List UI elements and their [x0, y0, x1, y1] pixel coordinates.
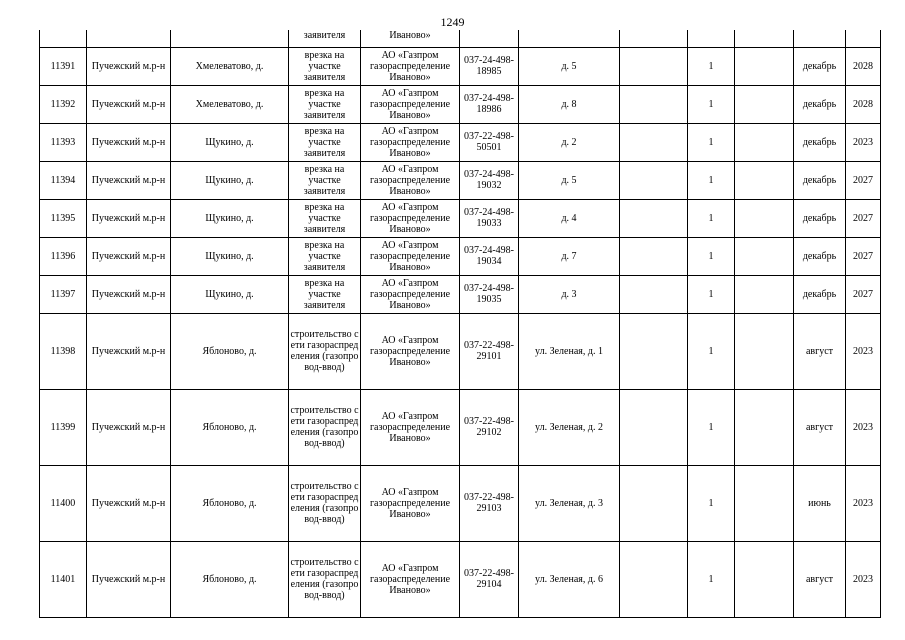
cell-quantity: 1 — [688, 123, 735, 161]
cell-object-code: 037-22-498-50501 — [460, 123, 519, 161]
cell-organization: АО «Газпром газораспределение Иваново» — [361, 275, 460, 313]
table-row — [40, 313, 881, 389]
cell-work-type: строительство сети газораспределения (газопровод-ввод) — [289, 313, 361, 389]
cell-empty — [620, 389, 688, 465]
cell-quantity: 1 — [688, 541, 735, 617]
cell-empty — [87, 30, 171, 47]
cell-work-type: врезка на участке заявителя — [289, 275, 361, 313]
cell-address: д. 2 — [519, 123, 620, 161]
cell-quantity: 1 — [688, 465, 735, 541]
cell-empty — [620, 465, 688, 541]
cell-settlement: Яблоново, д. — [171, 389, 289, 465]
cell-object-code: 037-24-498-19033 — [460, 199, 519, 237]
cell-empty — [620, 30, 688, 47]
cell-year: 2023 — [846, 541, 881, 617]
table-row — [40, 85, 881, 123]
cell-address: д. 7 — [519, 237, 620, 275]
cell-row-number: 11401 — [40, 541, 87, 617]
cell-year: 2028 — [846, 47, 881, 85]
cell-district: Пучежский м.р-н — [87, 275, 171, 313]
cell-object-code: 037-22-498-29104 — [460, 541, 519, 617]
cell-year: 2023 — [846, 123, 881, 161]
cell-empty — [688, 30, 735, 47]
cell-address: д. 3 — [519, 275, 620, 313]
cell-empty — [620, 541, 688, 617]
cell-settlement: Яблоново, д. — [171, 465, 289, 541]
cell-address: д. 5 — [519, 47, 620, 85]
cell-settlement: Щукино, д. — [171, 161, 289, 199]
cell-object-code: 037-24-498-19035 — [460, 275, 519, 313]
table-row — [40, 47, 881, 85]
cell-row-number: 11397 — [40, 275, 87, 313]
cell-month: декабрь — [794, 123, 846, 161]
cell-empty — [794, 30, 846, 47]
cell-object-code: 037-22-498-29102 — [460, 389, 519, 465]
cell-district: Пучежский м.р-н — [87, 313, 171, 389]
table-row — [40, 237, 881, 275]
table-row-continued — [40, 30, 881, 47]
cell-work-type: врезка на участке заявителя — [289, 123, 361, 161]
cell-settlement: Яблоново, д. — [171, 313, 289, 389]
cell-empty — [620, 199, 688, 237]
cell-empty — [846, 30, 881, 47]
cell-organization: АО «Газпром газораспределение Иваново» — [361, 161, 460, 199]
cell-month: август — [794, 541, 846, 617]
cell-month: декабрь — [794, 237, 846, 275]
cell-object-code: 037-24-498-19032 — [460, 161, 519, 199]
cell-row-number: 11395 — [40, 199, 87, 237]
cell-row-number: 11400 — [40, 465, 87, 541]
cell-empty — [620, 161, 688, 199]
cell-address: ул. Зеленая, д. 6 — [519, 541, 620, 617]
cell-organization: АО «Газпром газораспределение Иваново» — [361, 313, 460, 389]
cell-quantity: 1 — [688, 161, 735, 199]
cell-quantity: 1 — [688, 47, 735, 85]
cell-address: ул. Зеленая, д. 3 — [519, 465, 620, 541]
cell-organization: АО «Газпром газораспределение Иваново» — [361, 541, 460, 617]
cell-year: 2027 — [846, 275, 881, 313]
cell-settlement: Яблоново, д. — [171, 541, 289, 617]
cell-empty — [620, 47, 688, 85]
cell-district: Пучежский м.р-н — [87, 541, 171, 617]
cell-work-type: заявителя — [289, 30, 361, 47]
table-row — [40, 161, 881, 199]
cell-object-code: 037-24-498-18985 — [460, 47, 519, 85]
cell-row-number: 11391 — [40, 47, 87, 85]
cell-work-type: врезка на участке заявителя — [289, 85, 361, 123]
cell-settlement: Щукино, д. — [171, 275, 289, 313]
cell-work-type: врезка на участке заявителя — [289, 161, 361, 199]
cell-empty — [735, 123, 794, 161]
cell-quantity: 1 — [688, 199, 735, 237]
cell-empty — [460, 30, 519, 47]
cell-row-number: 11398 — [40, 313, 87, 389]
cell-quantity: 1 — [688, 237, 735, 275]
cell-address: д. 5 — [519, 161, 620, 199]
cell-empty — [620, 275, 688, 313]
cell-month: август — [794, 313, 846, 389]
cell-object-code: 037-24-498-19034 — [460, 237, 519, 275]
cell-year: 2028 — [846, 85, 881, 123]
cell-empty — [735, 465, 794, 541]
cell-quantity: 1 — [688, 275, 735, 313]
cell-organization: Иваново» — [361, 30, 460, 47]
cell-empty — [735, 30, 794, 47]
cell-year: 2023 — [846, 389, 881, 465]
cell-organization: АО «Газпром газораспределение Иваново» — [361, 199, 460, 237]
cell-address: д. 8 — [519, 85, 620, 123]
cell-district: Пучежский м.р-н — [87, 199, 171, 237]
cell-month: декабрь — [794, 275, 846, 313]
cell-empty — [620, 123, 688, 161]
cell-month: июнь — [794, 465, 846, 541]
cell-empty — [735, 85, 794, 123]
cell-month: декабрь — [794, 47, 846, 85]
cell-settlement: Щукино, д. — [171, 237, 289, 275]
cell-district: Пучежский м.р-н — [87, 85, 171, 123]
cell-empty — [735, 47, 794, 85]
cell-row-number: 11399 — [40, 389, 87, 465]
cell-quantity: 1 — [688, 313, 735, 389]
cell-year: 2023 — [846, 465, 881, 541]
cell-organization: АО «Газпром газораспределение Иваново» — [361, 465, 460, 541]
table-row — [40, 389, 881, 465]
cell-work-type: врезка на участке заявителя — [289, 237, 361, 275]
cell-organization: АО «Газпром газораспределение Иваново» — [361, 47, 460, 85]
cell-empty — [40, 30, 87, 47]
cell-district: Пучежский м.р-н — [87, 123, 171, 161]
cell-address: д. 4 — [519, 199, 620, 237]
cell-empty — [735, 199, 794, 237]
page-number: 1249 — [440, 15, 465, 29]
cell-month: декабрь — [794, 161, 846, 199]
cell-organization: АО «Газпром газораспределение Иваново» — [361, 85, 460, 123]
cell-district: Пучежский м.р-н — [87, 389, 171, 465]
cell-address: ул. Зеленая, д. 1 — [519, 313, 620, 389]
table-row — [40, 541, 881, 617]
cell-object-code: 037-22-498-29101 — [460, 313, 519, 389]
cell-empty — [735, 275, 794, 313]
table-row — [40, 199, 881, 237]
cell-month: август — [794, 389, 846, 465]
cell-row-number: 11394 — [40, 161, 87, 199]
cell-empty — [735, 161, 794, 199]
cell-row-number: 11393 — [40, 123, 87, 161]
cell-object-code: 037-24-498-18986 — [460, 85, 519, 123]
cell-object-code: 037-22-498-29103 — [460, 465, 519, 541]
cell-district: Пучежский м.р-н — [87, 237, 171, 275]
cell-organization: АО «Газпром газораспределение Иваново» — [361, 237, 460, 275]
cell-work-type: строительство сети газораспределения (газопровод-ввод) — [289, 389, 361, 465]
cell-month: декабрь — [794, 199, 846, 237]
cell-empty — [620, 85, 688, 123]
cell-empty — [519, 30, 620, 47]
cell-empty — [171, 30, 289, 47]
cell-year: 2027 — [846, 199, 881, 237]
cell-empty — [735, 389, 794, 465]
cell-empty — [735, 541, 794, 617]
cell-settlement: Щукино, д. — [171, 199, 289, 237]
cell-work-type: строительство сети газораспределения (газопровод-ввод) — [289, 465, 361, 541]
cell-row-number: 11396 — [40, 237, 87, 275]
cell-work-type: врезка на участке заявителя — [289, 199, 361, 237]
cell-work-type: строительство сети газораспределения (газопровод-ввод) — [289, 541, 361, 617]
cell-work-type: врезка на участке заявителя — [289, 47, 361, 85]
table-row — [40, 275, 881, 313]
cell-address: ул. Зеленая, д. 2 — [519, 389, 620, 465]
cell-settlement: Хмелеватово, д. — [171, 85, 289, 123]
registry-table — [39, 30, 881, 618]
cell-organization: АО «Газпром газораспределение Иваново» — [361, 389, 460, 465]
cell-district: Пучежский м.р-н — [87, 465, 171, 541]
cell-district: Пучежский м.р-н — [87, 47, 171, 85]
cell-empty — [620, 313, 688, 389]
table-body — [40, 30, 881, 617]
cell-organization: АО «Газпром газораспределение Иваново» — [361, 123, 460, 161]
cell-year: 2027 — [846, 237, 881, 275]
cell-quantity: 1 — [688, 389, 735, 465]
cell-empty — [620, 237, 688, 275]
cell-quantity: 1 — [688, 85, 735, 123]
table-row — [40, 465, 881, 541]
cell-year: 2027 — [846, 161, 881, 199]
cell-district: Пучежский м.р-н — [87, 161, 171, 199]
table-row — [40, 123, 881, 161]
cell-empty — [735, 313, 794, 389]
cell-settlement: Хмелеватово, д. — [171, 47, 289, 85]
cell-settlement: Щукино, д. — [171, 123, 289, 161]
cell-month: декабрь — [794, 85, 846, 123]
cell-row-number: 11392 — [40, 85, 87, 123]
cell-empty — [735, 237, 794, 275]
cell-year: 2023 — [846, 313, 881, 389]
